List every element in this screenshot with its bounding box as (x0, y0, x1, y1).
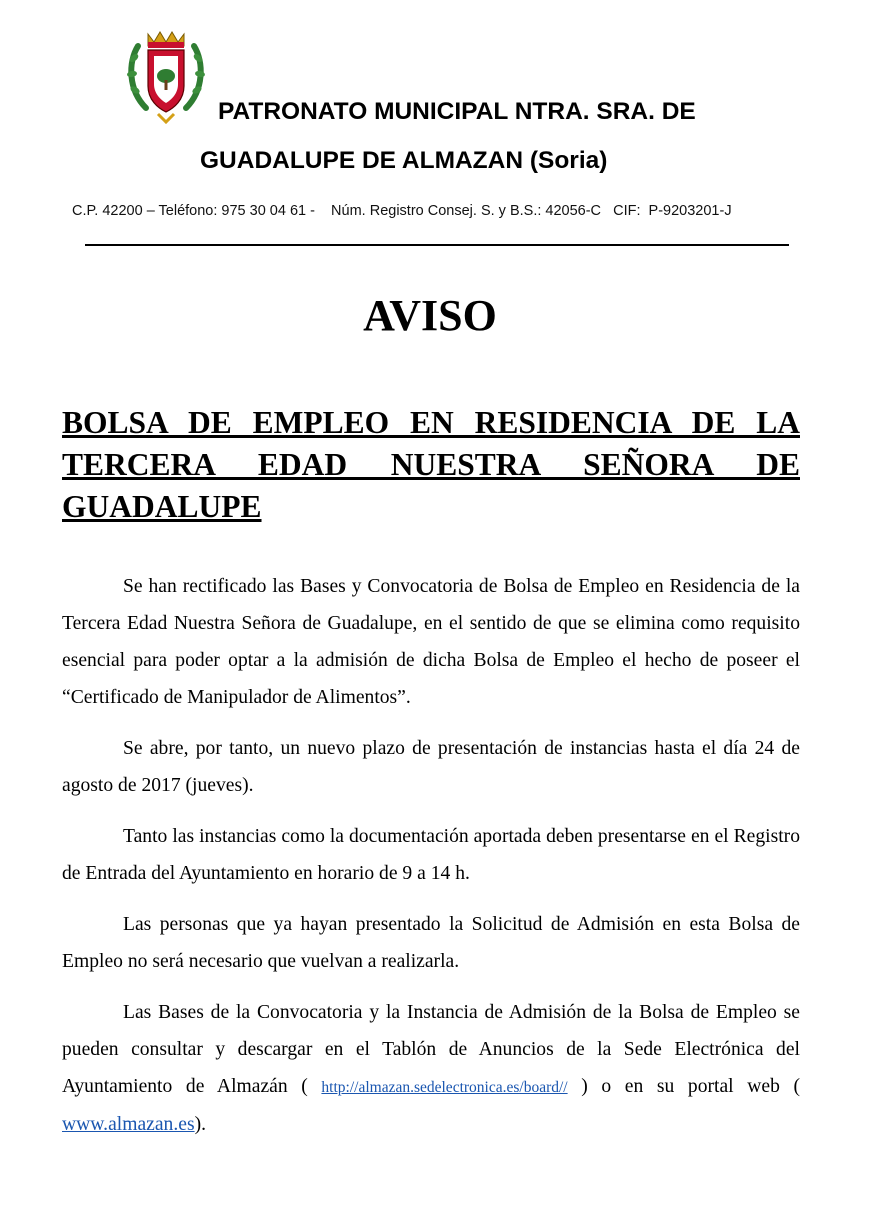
contact-details: C.P. 42200 – Teléfono: 975 30 04 61 - Núm. Registro Consej. S. y B.S.: 42056-C CIF: P-9203201-J (72, 203, 732, 219)
municipal-coat-of-arms-icon (124, 28, 208, 124)
organization-name-line-1: PATRONATO MUNICIPAL NTRA. SRA. DE (218, 98, 696, 125)
consultation-text-start: Las Bases de la Convocatoria y la Instancia de Admisión de la Bolsa de Empleo se pueden consultar y descargar en el Tablón de Anuncios de la Sede Electrónica del Ayuntamiento de Almazán ( (62, 1002, 800, 1097)
paragraph-consultation (62, 994, 800, 1143)
notice-body (62, 568, 800, 1157)
organization-name-line-2: GUADALUPE DE ALMAZAN (Soria) (200, 147, 608, 174)
paragraph-previous-applicants: Las personas que ya hayan presentado la Solicitud de Admisión en esta Bolsa de Empleo no será necesario que vuelvan a realizarla. (62, 914, 800, 972)
sede-electronica-link[interactable]: http://almazan.sedelectronica.es/board// (321, 1079, 568, 1096)
header-divider (85, 244, 789, 246)
paragraph-rectification: Se han rectificado las Bases y Convocatoria de Bolsa de Empleo en Residencia de la Tercera Edad Nuestra Señora de Guadalupe, en el sentido de que se elimina como requisito esencial para poder optar a la admisión de dicha Bolsa de Empleo el hecho de poseer el “Certificado de Manipulador de Alimentos”. (62, 576, 800, 708)
notice-heading: BOLSA DE EMPLEO EN RESIDENCIA DE LA TERCERA EDAD NUESTRA SEÑORA DE GUADALUPE (62, 405, 800, 524)
consultation-text-end: ). (194, 1114, 207, 1135)
almazan-website-link[interactable]: www.almazan.es (62, 1114, 195, 1135)
notice-title: AVISO (363, 291, 497, 340)
paragraph-submission: Tanto las instancias como la documentación aportada deben presentarse en el Registro de Entrada del Ayuntamiento en horario de 9 a 14 h. (62, 826, 800, 884)
consultation-text-middle: ) o en su portal web ( (581, 1076, 801, 1097)
paragraph-deadline: Se abre, por tanto, un nuevo plazo de presentación de instancias hasta el día 24 de agosto de 2017 (jueves). (62, 738, 800, 796)
